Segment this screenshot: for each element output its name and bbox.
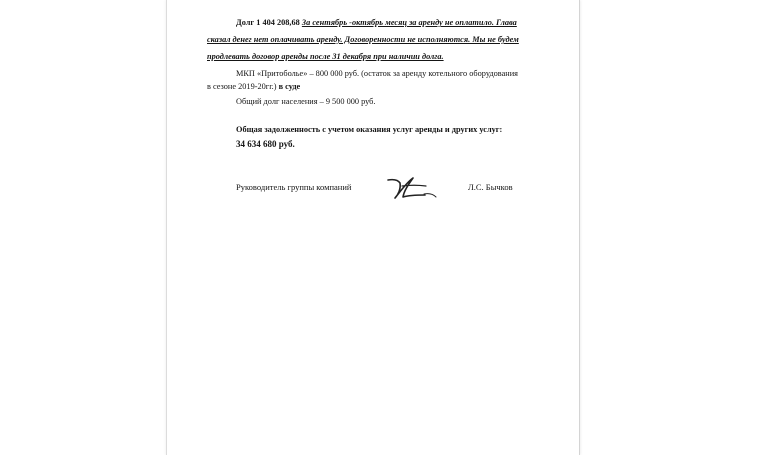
debt-note-line-3: продлевать договор аренды после 31 декабря при наличии долга. [207, 52, 444, 61]
mkp-court-note: в суде [278, 82, 301, 91]
mkp-line-2-prefix: в сезоне 2019-20гг.) [207, 82, 277, 91]
mkp-line-2 [207, 81, 300, 92]
debt-paragraph-line-1 [236, 17, 517, 28]
debt-note-line-1: За сентябрь -октябрь месяц за аренду не оплатило. Глава [301, 18, 517, 27]
total-debt-amount: 34 634 680 руб. [236, 139, 295, 149]
debt-label: Долг 1 404 208,68 [236, 18, 300, 27]
mkp-line-1: МКП «Притобольe» – 800 000 руб. (остаток за аренду котельного оборудования [236, 69, 518, 78]
handwritten-signature [384, 170, 440, 204]
total-debt-label: Общая задолженность с учетом оказания услуг аренды и других услуг: [236, 125, 503, 134]
population-debt: Общий долг населения – 9 500 000 руб. [236, 97, 376, 106]
signer-title: Руководитель группы компаний [236, 182, 352, 192]
debt-note-line-2: сказал денег нет оплачивать аренду. Договоренности не исполняются. Мы не будем [207, 35, 519, 44]
signer-name: Л.С. Бычков [468, 182, 513, 192]
